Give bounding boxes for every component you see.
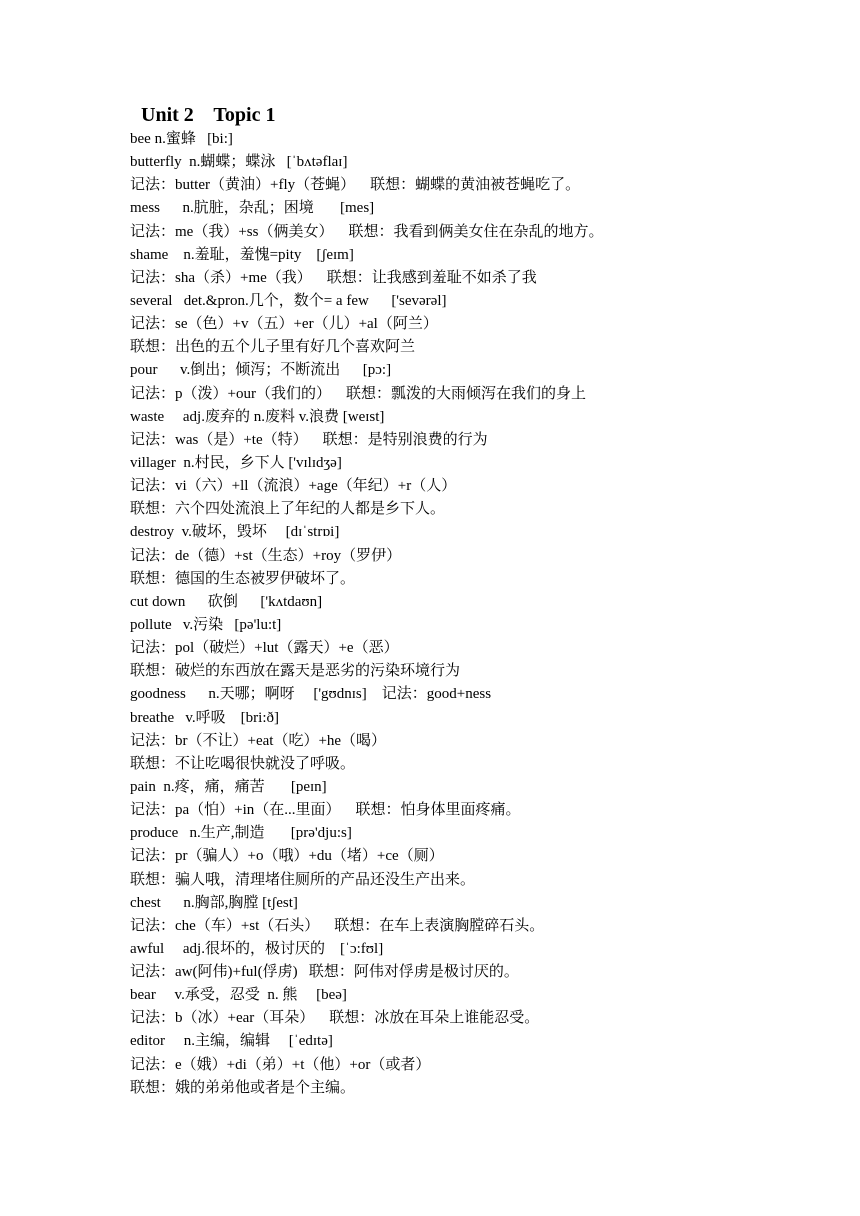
vocab-line: 联想：骗人哦，清理堵住厕所的产品还没生产出来。 — [130, 871, 476, 888]
vocab-line: several det.&pron.几个，数个= a few ['sevərəl] — [130, 292, 447, 309]
vocab-line: 记法：b（冰）+ear（耳朵） 联想：冰放在耳朵上谁能忍受。 — [130, 1010, 540, 1027]
vocab-line: editor n.主编，编辑 [ˈedɪtə] — [130, 1033, 333, 1050]
vocab-line: awful adj.很坏的，极讨厌的 [ˈɔ:fʊl] — [130, 940, 384, 957]
vocab-line: 记法：se（色）+v（五）+er（儿）+al（阿兰） — [130, 316, 438, 333]
vocab-line: 记法：me（我）+ss（俩美女） 联想：我看到俩美女住在杂乱的地方。 — [130, 223, 604, 240]
vocab-line: 记法：br（不让）+eat（吃）+he（喝） — [130, 732, 387, 749]
vocab-line: 记法：de（德）+st（生态）+roy（罗伊） — [130, 547, 402, 564]
vocab-line: 联想：德国的生态被罗伊破坏了。 — [130, 570, 356, 587]
vocab-line: pour v.倒出；倾泻；不断流出 [pɔ:] — [130, 362, 392, 379]
vocab-line: 记法：e（娥）+di（弟）+t（他）+or（或者） — [130, 1056, 431, 1073]
vocab-line: mess n.肮脏，杂乱；困境 [mes] — [130, 200, 375, 217]
vocab-line: cut down 砍倒 ['kʌtdaʊn] — [130, 593, 323, 610]
vocab-line: 记法：che（车）+st（石头） 联想：在车上表演胸膛碎石头。 — [130, 917, 545, 934]
vocab-line: waste adj.废弃的 n.废料 v.浪费 [weɪst] — [130, 408, 385, 425]
vocab-line: 记法：pa（怕）+in（在...里面） 联想：怕身体里面疼痛。 — [130, 802, 521, 819]
vocab-line: 记法：pol（破烂）+lut（露天）+e（恶） — [130, 640, 399, 657]
vocab-line: 联想：不让吃喝很快就没了呼吸。 — [130, 755, 356, 772]
vocab-line: villager n.村民，乡下人 ['vɪlɪdʒə] — [130, 454, 342, 471]
vocab-line: 联想：六个四处流浪上了年纪的人都是乡下人。 — [130, 501, 446, 518]
vocab-line: 记法：p（泼）+our（我们的） 联想：瓢泼的大雨倾泻在我们的身上 — [130, 385, 586, 402]
vocab-line: breathe v.呼吸 [bri:ð] — [130, 709, 279, 726]
vocab-line: butterfly n.蝴蝶；蝶泳 [ˈbʌtəflaɪ] — [130, 154, 348, 171]
vocab-line: pollute v.污染 [pə'lu:t] — [130, 616, 282, 633]
vocab-line: 记法：pr（骗人）+o（哦）+du（堵）+ce（厕） — [130, 848, 444, 865]
vocab-line: bee n.蜜蜂 [bi:] — [130, 131, 233, 147]
vocab-line: produce n.生产,制造 [prə'dju:s] — [130, 825, 352, 842]
vocab-line: 记法：sha（杀）+me（我） 联想：让我感到羞耻不如杀了我 — [130, 269, 537, 286]
vocab-line: 记法：vi（六）+ll（流浪）+age（年纪）+r（人） — [130, 478, 457, 495]
vocab-line: 记法：aw(阿伟)+ful(俘虏) 联想：阿伟对俘虏是极讨厌的。 — [130, 964, 519, 981]
vocab-line: destroy v.破坏，毁坏 [dɪˈstrɒi] — [130, 524, 340, 541]
vocab-line: 记法：was（是）+te（特） 联想：是特别浪费的行为 — [130, 431, 488, 448]
vocab-line: bear v.承受，忍受 n. 熊 [beə] — [130, 987, 347, 1004]
vocab-line: pain n.疼，痛，痛苦 [peɪn] — [130, 778, 327, 795]
vocab-line: 联想：娥的弟弟他或者是个主编。 — [130, 1079, 356, 1096]
vocab-line: goodness n.天哪；啊呀 ['gʊdnɪs] 记法：good+ness — [130, 686, 492, 703]
page-title: Unit 2 Topic 1 — [141, 104, 276, 126]
vocabulary-list — [130, 128, 603, 1100]
vocab-line: 联想：出色的五个儿子里有好几个喜欢阿兰 — [130, 339, 416, 356]
vocab-line: 联想：破烂的东西放在露天是恶劣的污染环境行为 — [130, 663, 461, 680]
vocab-line: shame n.羞耻，羞愧=pity [ʃeɪm] — [130, 246, 354, 263]
vocab-line: chest n.胸部,胸膛 [tʃest] — [130, 894, 298, 911]
vocab-line: 记法：butter（黄油）+fly（苍蝇） 联想：蝴蝶的黄油被苍蝇吃了。 — [130, 177, 581, 194]
